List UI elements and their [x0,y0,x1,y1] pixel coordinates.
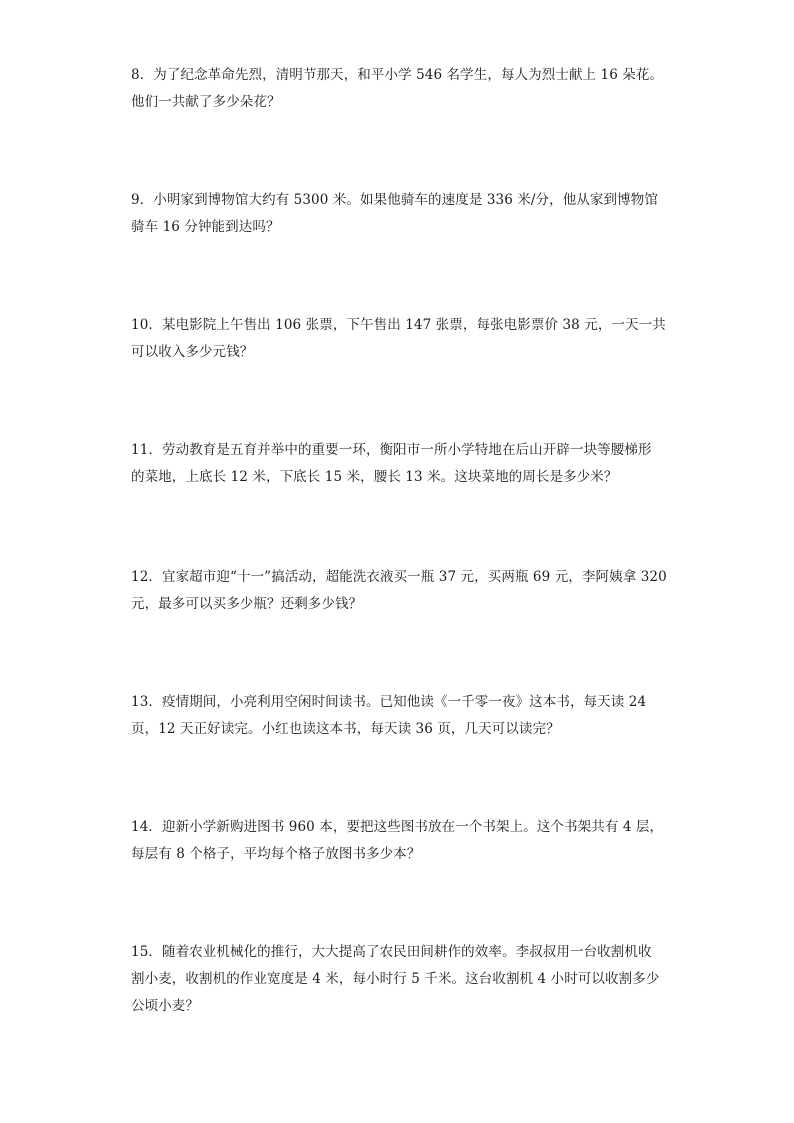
question-10 [131,312,676,366]
question-line: 8．为了纪念革命先烈，清明节那天，和平小学 546 名学生，每人为烈士献上 16 朵花。 [131,67,664,83]
question-line: 页，12 天正好读完。小红也读这本书，每天读 36 页，几天可以读完？ [131,721,560,737]
question-8 [131,62,676,116]
question-line: 可以收入多少元钱？ [131,344,254,360]
question-14 [131,814,676,868]
question-line: 10．某电影院上午售出 106 张票，下午售出 147 张票，每张电影票价 38 元，一天一共 [131,317,666,333]
question-12 [131,564,676,618]
question-13 [131,689,676,743]
question-9 [131,187,676,241]
question-line: 元，最多可以买多少瓶？还剩多少钱？ [131,596,363,612]
question-line: 15．随着农业机械化的推行，大大提高了农民田间耕作的效率。李叔叔用一台收割机收 [131,944,652,960]
question-11 [131,437,676,491]
question-line: 他们一共献了多少朵花？ [131,94,281,110]
question-line: 割小麦，收割机的作业宽度是 4 米，每小时行 5 千米。这台收割机 4 小时可以收割多少 [131,971,660,987]
question-line: 的菜地，上底长 12 米，下底长 15 米，腰长 13 米。这块菜地的周长是多少米？ [131,469,618,485]
question-line: 13．疫情期间，小亮利用空闲时间读书。已知他读《一千零一夜》这本书，每天读 24 [131,694,647,710]
question-line: 每层有 8 个格子，平均每个格子放图书多少本？ [131,846,421,862]
question-line: 9．小明家到博物馆大约有 5300 米。如果他骑车的速度是 336 米/分，他从家到博物馆 [131,192,658,208]
question-15 [131,939,676,1020]
question-line: 12．宜家超市迎“十一”搞活动，超能洗衣液买一瓶 37 元，买两瓶 69 元，李阿姨拿 320 [131,569,667,585]
question-line: 公顷小麦？ [131,998,199,1014]
question-line: 11．劳动教育是五育并举中的重要一环，衡阳市一所小学特地在后山开辟一块等腰梯形 [131,442,652,458]
question-line: 骑车 16 分钟能到达吗？ [131,219,280,235]
question-line: 14．迎新小学新购进图书 960 本，要把这些图书放在一个书架上。这个书架共有 4 层， [131,819,664,835]
